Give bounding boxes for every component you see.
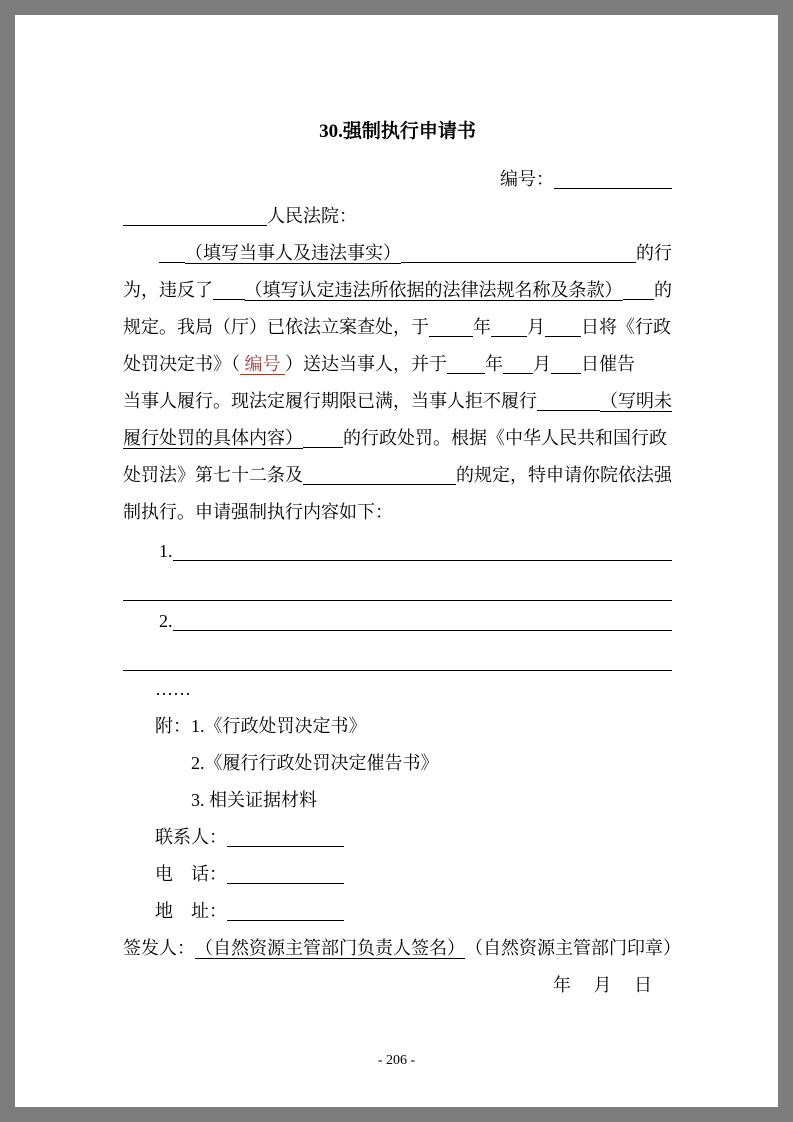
text-segment: 的 [654, 280, 672, 300]
text-segment: 1. [159, 541, 173, 561]
text-segment: 年 月 日 [553, 975, 652, 995]
body-line-6 [123, 420, 672, 457]
blank-field [173, 601, 673, 631]
blank-field [303, 420, 343, 448]
text-segment: （写明未 [600, 391, 672, 411]
blank-field [303, 457, 456, 485]
text-segment: （填写认定违法所依据的法律法规名称及条款） [244, 280, 623, 300]
blank-field [551, 346, 581, 374]
text-segment: 联系人： [155, 827, 227, 847]
text-segment: 人民法院： [267, 206, 357, 226]
date-line [123, 967, 672, 1004]
address-line [123, 893, 672, 930]
blank-field [123, 571, 672, 601]
blank-field [159, 235, 185, 263]
blank-field [623, 272, 655, 300]
body-line-3 [123, 309, 672, 346]
text-segment: 处罚决定书》（ [123, 354, 240, 374]
body-line-4 [123, 346, 672, 383]
text-segment: ）送达当事人，并于 [285, 354, 447, 374]
body-line-7 [123, 457, 672, 494]
text-segment: （自然资源主管部门印章） [465, 938, 681, 958]
blank-field [227, 893, 344, 921]
text-segment: 编号 [240, 354, 285, 374]
text-segment: 3. 相关证据材料 [191, 790, 317, 810]
attachment-line-1 [123, 708, 672, 745]
item-2-continuation [123, 641, 672, 671]
body-line-2 [123, 272, 672, 309]
body-line-1 [123, 235, 672, 272]
blank-field [491, 309, 527, 337]
item-1-continuation [123, 571, 672, 601]
text-segment: 的行政处罚。根据《中华人民共和国行政 [343, 428, 667, 448]
document-page [15, 15, 778, 1107]
blank-field [545, 309, 581, 337]
text-segment: 日将《行政 [581, 317, 671, 337]
phone-line [123, 856, 672, 893]
ellipsis-line [123, 671, 672, 708]
text-segment: 处罚法》第七十二条及 [123, 465, 303, 485]
text-segment: …… [155, 679, 191, 699]
body-line-8 [123, 494, 672, 531]
text-segment: 2.《履行行政处罚决定催告书》 [191, 753, 439, 773]
text-segment: 2. [159, 611, 173, 631]
blank-field [227, 856, 344, 884]
court-line [123, 198, 672, 235]
text-segment: （自然资源主管部门负责人签名） [195, 938, 465, 958]
document-lines [123, 161, 681, 1004]
text-segment: 规定。我局（厅）已依法立案查处，于 [123, 317, 429, 337]
blank-field [429, 309, 473, 337]
blank-field [123, 198, 267, 226]
item-1-line [123, 531, 672, 571]
contact-line [123, 819, 672, 856]
page-title: 30.强制执行申请书 [319, 121, 476, 142]
blank-field [123, 641, 672, 671]
text-segment: 年 [473, 317, 491, 337]
text-segment: 编号： [500, 169, 554, 189]
text-segment: 为，违反了 [123, 280, 213, 300]
body-line-5 [123, 383, 672, 420]
text-segment: 地 址： [155, 901, 227, 921]
item-2-line [123, 601, 672, 641]
blank-field [213, 272, 245, 300]
blank-field [554, 161, 672, 189]
blank-field [503, 346, 533, 374]
text-segment: 的行 [636, 243, 672, 263]
blank-field [447, 346, 485, 374]
blank-field [227, 819, 344, 847]
signature-line [123, 930, 681, 967]
text-segment: 的规定，特申请你院依法强 [456, 465, 672, 485]
document-content [15, 15, 778, 1004]
text-segment: 履行处罚的具体内容） [123, 428, 303, 448]
text-segment: 日催告 [581, 354, 635, 374]
blank-field [401, 235, 636, 263]
spacer [123, 235, 159, 263]
text-segment: （填写当事人及违法事实） [185, 243, 401, 263]
text-segment: 签发人： [123, 938, 195, 958]
text-segment: 年 [485, 354, 503, 374]
blank-field [173, 531, 673, 561]
text-segment: 制执行。申请强制执行内容如下： [123, 502, 393, 522]
attachment-line-3 [123, 782, 672, 819]
text-segment: 电 话： [155, 864, 227, 884]
text-segment: 月 [527, 317, 545, 337]
text-segment: 附：1.《行政处罚决定书》 [155, 716, 367, 736]
attachment-line-2 [123, 745, 672, 782]
number-line [123, 161, 672, 198]
text-segment: 月 [533, 354, 551, 374]
page-number: - 206 - [377, 1053, 416, 1068]
text-segment: 当事人履行。现法定履行期限已满，当事人拒不履行 [123, 391, 537, 411]
blank-field [537, 383, 600, 411]
